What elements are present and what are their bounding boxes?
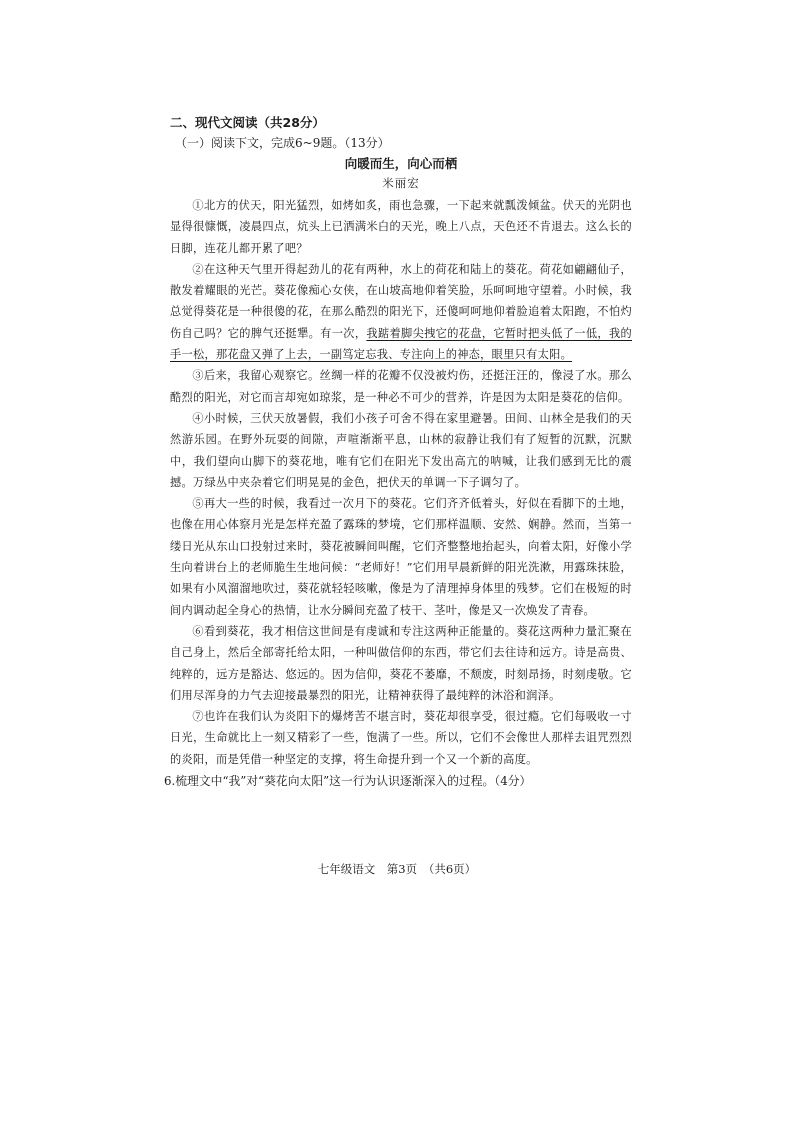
question-6: 6.梳理文中“我”对“葵花向太阳”这一行为认识逐渐深入的过程。（4分） [164, 774, 532, 789]
section-subtitle: （一）阅读下文，完成6~9题。（13分） [175, 136, 390, 150]
page-content [164, 113, 632, 792]
page-footer: 七年级语文 第3页 （共6页） [317, 862, 477, 876]
paragraph-2-text: ②在这种天气里开得起劲儿的花有两种，水上的荷花和陆上的葵花。荷花如翩翩仙子，散发着耀眼的光芒。葵花像痴心女侠，在山坡高地仰着笑脸，乐呵呵地守望着。小时候，我总觉得葵花是一种很傻的花，在那么酷烈的阳光下，还傻呵呵地仰着脸追着太阳跑，不怕灼伤自己吗？它的脾气还挺犟。有一次， [170, 262, 632, 340]
paragraph-3: ③后来，我留心观察它。丝绸一样的花瓣不仅没被灼伤，还挺汪汪的，像浸了水。那么酷烈的阳光，对它而言却宛如琼浆，是一种必不可少的营养，许是因为太阳是葵花的信仰。 [170, 369, 632, 404]
paragraph-4: ④小时候，三伏天放暑假，我们小孩子可舍不得在家里避暑。田间、山林全是我们的天然游乐园。在野外玩耍的间隙，声喧渐渐平息，山林的寂静让我们有了短暂的沉默，沉默中，我们望向山脚下的葵花地，唯有它们在阳光下发出高亢的呐喊，让我们感到无比的震撼。万绿丛中夹杂着它们明晃晃的金色，把伏天的单调一下子调匀了。 [170, 411, 632, 489]
paragraph-1: ①北方的伏天，阳光猛烈，如烤如炙，雨也急骤，一下起来就瓢泼倾盆。伏天的光阴也显得很慷慨，凌晨四点，炕头上已洒满米白的天光，晚上八点，天色还不肯退去。这么长的日脚，连花儿都开累了吧？ [170, 199, 632, 255]
paragraph-7: ⑦也许在我们认为炎阳下的爆烤苦不堪言时，葵花却很享受，很过瘾。它们每吸收一寸日光，生命就比上一刻又精彩了一些，饱满了一些。所以，它们不会像世人那样去诅咒烈烈的炎阳，而是凭借一种坚定的支撑，将生命提升到一个又一个新的高度。 [170, 710, 632, 766]
paragraph-2 [170, 259, 632, 365]
paragraph-5: ⑤再大一些的时候，我看过一次月下的葵花。它们齐齐低着头，好似在看脚下的土地，也像在用心体察月光是怎样充盈了露珠的梦境，它们那样温顺、安然、娴静。然而，当第一缕日光从东山口投射过来时，葵花被瞬间叫醒，它们齐整整地抬起头，向着太阳，好像小学生向着讲台上的老师脆生生地问候：“老师好！”它们用早晨新鲜的阳光洗漱，用露珠抹脸，如果有小风溜溜地吹过，葵花就轻轻咳嗽，像是为了清理掉身体里的残梦。它们在极短的时间内调动起全身心的热情，让水分瞬间充盈了枝干、茎叶，像是又一次焕发了青春。 [170, 497, 632, 617]
article-title: 向暖而生，向心而栖 [344, 156, 458, 171]
underlined-sentence: 我踮着脚尖拽它的花盘，它暂时把头低了一低，我的手一松，那花盘又弹了上去，一副笃定忘我、专注向上的神态，眼里只有太阳。 [170, 326, 632, 362]
article-author: 米丽宏 [382, 176, 420, 190]
section-title: 二、现代文阅读（共28分） [170, 115, 325, 130]
paragraph-6: ⑥看到葵花，我才相信这世间是有虔诚和专注这两种正能量的。葵花这两种力量汇聚在自己身上，然后全部寄托给太阳，一种叫做信仰的东西，带它们去往诗和远方。诗是高贵、纯粹的，远方是豁达、悠远的。因为信仰，葵花不萎靡，不颓废，时刻昂扬，时刻虔敬。它们用尽浑身的力气去迎接最暴烈的阳光，让精神获得了最纯粹的沐浴和润泽。 [170, 624, 632, 702]
